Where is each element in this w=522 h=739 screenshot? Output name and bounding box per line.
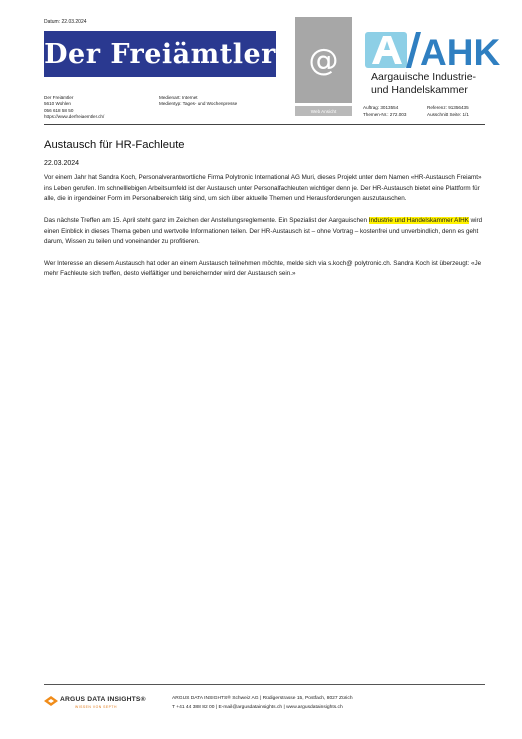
- web-view-button[interactable]: [295, 106, 352, 116]
- client-name-line1: Aargauische Industrie-: [371, 71, 477, 83]
- document-date: Datum: 22.03.2024: [44, 19, 87, 25]
- paragraph-2-text-start: Das nächste Treffen am 15. April steht ganz im Zeichen der Anstellungsreglemente. Ein Spezialist der Aargauischen: [44, 216, 369, 224]
- publication-logo-text: Der Freiämtler: [44, 38, 276, 70]
- header-divider: [44, 124, 485, 125]
- article-paragraph-3: Wer Interesse an diesem Austausch hat oder an einem Austausch teilnehmen möchte, melde sich via s.koch@ polytronic.ch. Sandra Koch ist überzeugt: «Je mehr Fachleute sich treffen, desto vielfältiger und bereichernder wird der Austausch sein.»: [44, 259, 482, 278]
- order-info-right: [427, 105, 469, 118]
- media-category: Medientyp: Tages- und Wochenpresse: [159, 101, 238, 107]
- web-view-label: Web Ansicht: [310, 108, 337, 114]
- clipping-page: Ausschnitt Seite: 1/1: [427, 111, 469, 117]
- publication-address: 5610 Wohlen: [44, 101, 71, 107]
- footer-divider: [44, 684, 485, 685]
- publication-info: [44, 95, 104, 120]
- ahk-logo: [364, 30, 501, 73]
- reference-number: Referenz: 91356435: [427, 105, 469, 110]
- argus-logo-icon: [44, 696, 58, 706]
- argus-logo-text: ARGUS DATA INSIGHTS®: [60, 696, 146, 703]
- order-number: Auftrag: 3013554: [363, 105, 399, 110]
- ahk-logo-slash: [406, 32, 421, 68]
- client-name-line2: und Handelskammer: [371, 84, 468, 96]
- online-source-icon: [295, 17, 352, 103]
- publication-logo: [44, 31, 276, 77]
- publication-url[interactable]: https://www.derfreiaemtler.ch/: [44, 113, 105, 119]
- article-paragraph-2: [44, 216, 486, 248]
- media-info: [159, 95, 237, 108]
- at-icon: @: [308, 43, 339, 78]
- article-date: 22.03.2024: [44, 160, 80, 167]
- footer-contact: T +41 44 388 82 00 | E-mail@argusdatainsights.ch | www.argusdatainsights.ch: [172, 705, 343, 710]
- order-info-left: [363, 105, 406, 118]
- article-title: Austausch für HR-Fachleute: [44, 139, 185, 151]
- topic-number: Themen-Nr.: 272.003: [363, 111, 407, 117]
- publication-phone: 056 618 58 50: [44, 107, 74, 113]
- argus-logo-tagline: WISSEN VON SEPTH: [75, 705, 117, 709]
- publication-name: Der Freiämtler: [44, 95, 74, 100]
- highlighted-keyword: Industrie und Handelskammer AIHK: [368, 216, 469, 224]
- footer-company-address: ARGUS DATA INSIGHTS® Schweiz AG | Rüdigerstrasse 15, Postfach, 8027 Zürich: [172, 696, 353, 701]
- paragraph-2-text-end: wird einen Einblick in dieses Thema geben und wertvolle Informationen teilen. Der HR-Austausch ist – ohne Vortrag – kostenfrei und unverbindlich, denn es geht darum, Wissen zu teilen und voneinander zu profitieren.: [44, 216, 483, 246]
- article-paragraph-1: Vor einem Jahr hat Sandra Koch, Personalverantwortliche Firma Polytronic International AG Muri, dieses Projekt unter dem Namen «HR-Austausch Freiamt» ins Leben gerufen. Im schnelllebigen Arbeitsumfeld ist der Austausch unter Personalfachleuten wichtiger denn je. Der HR-Austausch bietet eine Plattform für alle, die in irgendeiner Form im Personalbereich tätig sind, um sich über aktuelle Themen und Herausforderungen auszutauschen.: [44, 174, 482, 203]
- media-type: Medienart: Internet: [159, 95, 198, 100]
- ahk-logo-text: AHK: [420, 32, 501, 73]
- article-body: [44, 173, 486, 291]
